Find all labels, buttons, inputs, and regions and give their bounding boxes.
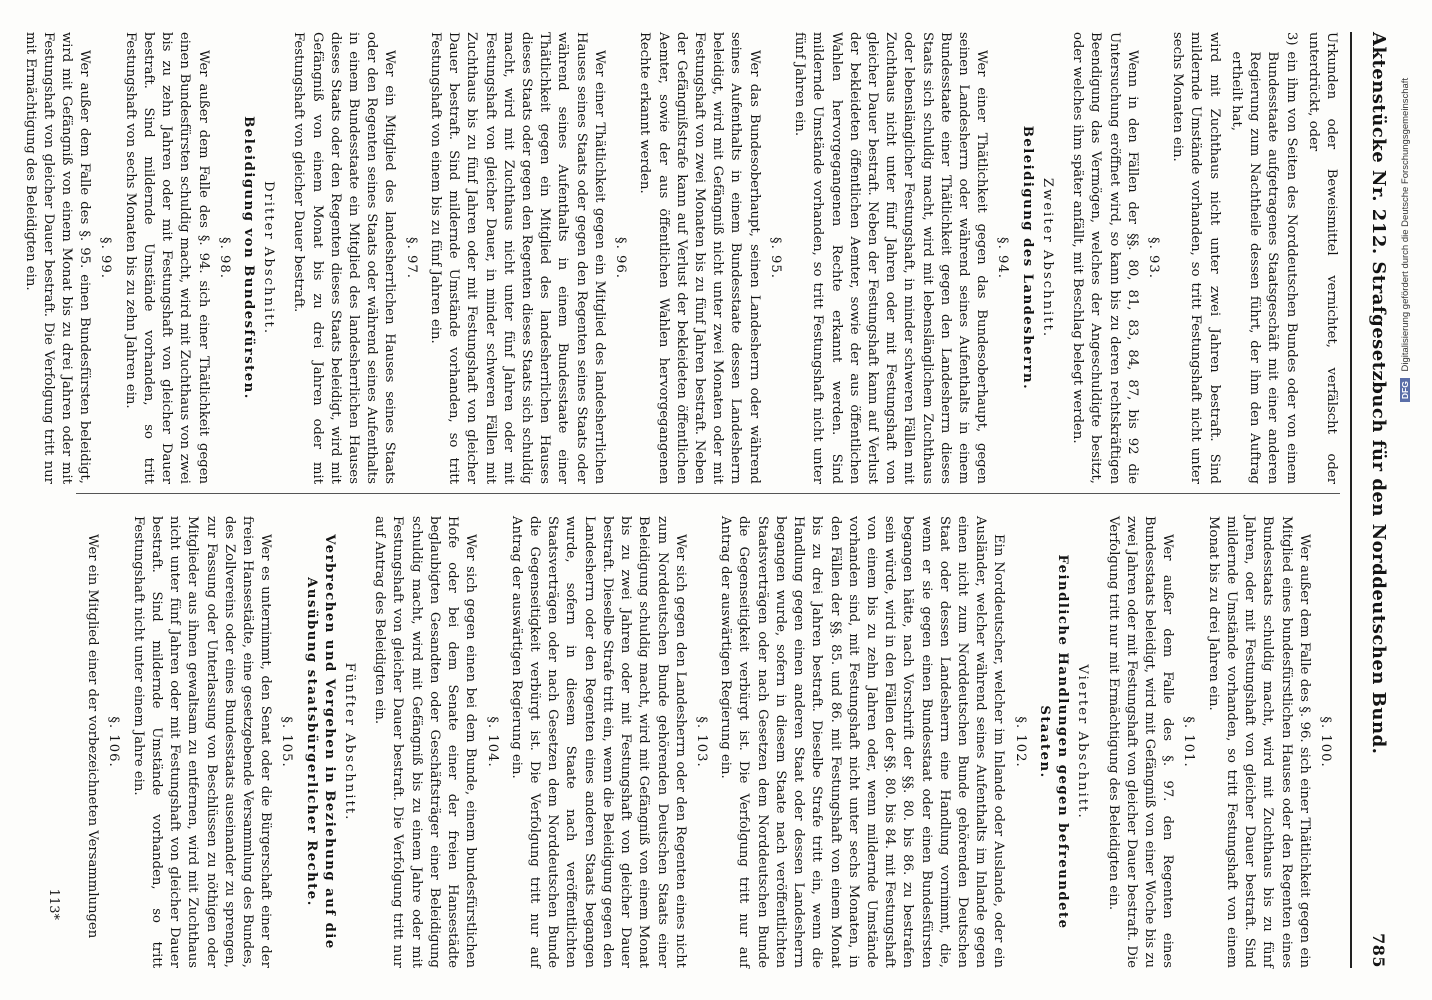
rotated-statute-page <box>22 20 1396 980</box>
signature-mark: 113* <box>45 888 61 920</box>
page-number: 785 <box>1369 933 1388 968</box>
chapter-title: Beleidigung von Bundesfürsten. <box>240 116 256 400</box>
right-column <box>76 516 1340 968</box>
paragraph: Wer sich gegen den Landesherrn oder den Regenten eines nicht zum Norddeutschen Bunde gehörenden Deutschen Staats einer Beleidigung schuldig macht, wird mit Gefängniß von einem Monat bis zu zwei Jahren oder mit Festungshaft von gleicher Dauer bestraft. Dieselbe Strafe tritt ein, wenn die Beleidigung gegen den Landesherrn oder den Regenten eines anderen Staats begangen wurde, sofern in diesem Staate nach veröffentlichten Staatsverträgen oder nach Gesetzen dem Norddeutschen Bunde die Gegenseitigkeit verbürgt ist. Die Verfolgung tritt nur auf Antrag der auswärtigen Regierung ein. <box>508 516 688 968</box>
list-number: 3) <box>1283 32 1299 46</box>
chapter-heading: Zweiter Abschnitt. <box>1039 177 1055 339</box>
column-divider <box>76 493 1340 494</box>
paragraph: Urkunden oder Beweismittel vernichtet, verfälscht oder unterdrückt, oder <box>1305 32 1339 484</box>
chapter-title: Feindliche Handlungen gegen befreundete Staaten. <box>1036 554 1071 930</box>
paragraph: Wer ein Mitglied einer der vorbezeichneten Versammlungen <box>85 534 101 939</box>
section-number: §. 100. <box>1318 716 1333 768</box>
section-number: §. 97. <box>403 237 419 279</box>
credit-text: Digitalisierung gefördert durch die Deutsche Forschungsgemeinschaft <box>1400 77 1411 372</box>
chapter-title: Verbrechen und Vergehen in Beziehung auf die Ausübung staatsbürgerlicher Rechte. <box>303 534 337 950</box>
section-number: §. 99. <box>98 237 114 279</box>
paragraph: Wer einer Thätlichkeit gegen ein Mitglied des landesherrlichen Hauses seines Staats oder gegen den Regenten seines Staats oder während seines Aufenthalts in einem Bundesstaate einer Thätlichkeit gegen ein Mitglied des landesherrlichen Hauses dieses Staats oder gegen den Regenten dieses Staats sich schuldig macht, wird mit Zuchthaus nicht unter fünf Jahren oder mit Festungshaft von gleicher Dauer, in minder schweren Fällen mit Zuchthaus bis zu fünf Jahren oder mit Festungshaft von gleicher Dauer bestraft. Sind mildernde Umstände vorhanden, so tritt Festungshaft von einem bis zu fünf Jahren ein. <box>427 32 607 484</box>
section-number: §. 96. <box>613 237 629 279</box>
section-number: §. 98. <box>216 237 232 279</box>
paragraph: Wer außer dem Falle des §. 94. sich einer Thätlichkeit gegen einen Bundesfürsten schuldig macht, wird mit Zuchthaus von zwei bis zu zehn Jahren oder mit Festungshaft von gleicher Dauer bestraft. Sind mildernde Umstände vorhanden, so tritt Festungshaft von sechs Monaten bis zu zehn Jahren ein. <box>122 32 211 484</box>
section-number: §. 93. <box>1146 237 1162 279</box>
section-number: §. 106. <box>106 716 122 768</box>
chapter-heading: Vierter Abschnitt. <box>1075 664 1091 820</box>
paragraph: Ein Norddeutscher, welcher im Inlande oder Auslande, oder ein Ausländer, welcher während seines Aufenthalts im Inlande gegen einen nicht zum Norddeutschen Bunde gehörenden Deutschen Staat oder dessen Landesherrn eine Handlung vornimmt, die, wenn er sie gegen einen Bundesstaat oder einen Bundesfürsten begangen hätte, nach Vorschrift der §§. 80. bis 86. zu bestrafen sein würde, wird in den Fällen der §§. 80. bis 84. mit Festungshaft von einem bis zu zehn Jahren oder, wenn mildernde Umstände vorhanden sind, mit Festungshaft nicht unter sechs Monaten, in den Fällen der §§. 85. und 86. mit Festungshaft von einem Monat bis zu drei Jahren bestraft. Dieselbe Strafe tritt ein, wenn die Handlung gegen einen anderen Staat oder dessen Landesherrn begangen wurde, sofern in diesem Staate nach veröffentlichten Staatsverträgen oder nach Gesetzen dem Norddeutschen Bunde die Gegenseitigkeit verbürgt ist. Die Verfolgung tritt nur auf Antrag der auswärtigen Regierung ein. <box>718 516 1007 968</box>
paragraph: Wer außer dem Falle des §. 97. den Regenten eines Bundesstaats beleidigt, wird mit Gefängniß von einer Woche bis zu zwei Jahren oder mit Festungshaft von gleicher Dauer bestraft. Die Verfolgung tritt nur mit Ermächtigung des Beleidigten ein. <box>1105 516 1176 968</box>
paragraph: Wenn in den Fällen der §§. 80, 81, 83, 84, 87, bis 92 die Untersuchung eröffnet wird, so kann bis zu deren rechtskräftigen Beendigung das Vermögen, welches der Angeschuldigte besitzt, oder welches ihm später anfällt, mit Beschlag belegt werden. <box>1070 32 1140 484</box>
header-rule <box>1350 32 1352 968</box>
chapter-heading: Dritter Abschnitt. <box>261 180 277 336</box>
list-item <box>1227 32 1300 484</box>
paragraph: Wer einer Thätlichkeit gegen das Bundesoberhaupt, gegen seinen Landesherrn oder während seines Aufenthalts in einem Bundesstaate einer Thätlichkeit gegen den Landesherrn dieses Staats sich schuldig macht, wird mit lebenslänglichem Zuchthaus oder lebenslänglicher Festungshaft, in minder schweren Fällen mit Zuchthaus nicht unter fünf Jahren oder mit Festungshaft von gleicher Dauer bestraft. Neben der Festungshaft kann auf Verlust der bekleideten öffentlichen Aemter, sowie der aus öffentlichen Wahlen hervorgegangenen Rechte erkannt werden. Sind mildernde Umstände vorhanden, so tritt Festungshaft nicht unter fünf Jahren ein. <box>792 32 990 484</box>
paragraph: Wer sich gegen einen bei dem Bunde, einem bundesfürstlichen Hofe oder bei dem Senate einer der freien Hansestädte beglaubigten Gesandten oder Geschäftsträger einer Beleidigung schuldig macht, wird mit Gefängniß bis zu einem Jahre oder mit Festungshaft von gleicher Dauer bestraft. Die Verfolgung tritt nur auf Antrag des Beleidigten ein. <box>372 516 479 968</box>
paragraph: Wer außer dem Falle des §. 95. einen Bundesfürsten beleidigt, wird mit Gefängniß von einem Monat bis zu drei Jahren oder mit Festungshaft von gleicher Dauer bestraft. Die Verfolgung tritt nur mit Ermächtigung des Beleidigten ein. <box>22 32 93 484</box>
digitization-credit <box>1400 0 1414 610</box>
dfg-logo-badge: DFG <box>1400 378 1410 402</box>
paragraph: Wer das Bundesoberhaupt, seinen Landesherrn oder während seines Aufenthalts in einem Bundesstaate dessen Landesherrn beleidigt, wird mit Gefängniß nicht unter zwei Monaten oder mit Festungshaft von zwei Monaten bis zu fünf Jahren bestraft. Neben der Gefängnißstrafe kann auf Verlust der bekleideten öffentlichen Aemter, sowie der aus öffentlichen Wahlen hervorgegangenen Rechte erkannt werden. <box>637 32 762 484</box>
section-number: §. 102. <box>1012 716 1028 768</box>
section-number: §. 101. <box>1181 716 1197 768</box>
left-column <box>22 32 1340 484</box>
section-number: §. 95. <box>767 237 783 279</box>
chapter-heading: Fünfter Abschnitt. <box>342 662 358 822</box>
section-number: §. 94. <box>995 237 1011 279</box>
chapter-title: Beleidigung des Landesherrn. <box>1019 125 1035 391</box>
section-number: §. 105. <box>279 716 295 768</box>
paragraph: Wer ein Mitglied des landesherrlichen Hauses seines Staats oder den Regenten seines Staats oder während seines Aufenthalts in einem Bundesstaate ein Mitglied des landesherrlichen Hauses dieses Staats oder den Regenten dieses Staats beleidigt, wird mit Gefängniß von einem Monat bis zu drei Jahren oder mit Festungshaft von gleicher Dauer bestraft. <box>291 32 398 484</box>
header-title: Aktenstücke Nr. 212. Strafgesetzbuch für den Norddeutschen Bund. <box>1368 32 1389 755</box>
paragraph: wird mit Zuchthaus nicht unter zwei Jahren bestraft. Sind mildernde Umstände vorhanden, so tritt Festungshaft nicht unter sechs Monaten ein. <box>1170 32 1222 484</box>
list-text: ein ihm von Seiten des Norddeutschen Bundes oder von einem Bundesstaate aufgetragenes Staatsgeschäft mit einer anderen Regierung zum Nachtheile dessen führt, der ihm den Auftrag ertheilt hat, <box>1228 51 1299 484</box>
paragraph: Wer es unternimmt, den Senat oder die Bürgerschaft einer der freien Hansestädte, eine gesetzgebende Versammlung des Bundes, des Zollvereins oder eines Bundesstaats auseinander zu sprengen, zur Fassung oder Unterlassung von Beschlüssen zu nöthigen oder Mitglieder aus ihnen gewaltsam zu entfernen, wird mit Zuchthaus nicht unter fünf Jahren oder mit Festungshaft von gleicher Dauer bestraft. Sind mildernde Umstände vorhanden, so tritt Festungshaft nicht unter einem Jahre ein. <box>130 516 274 968</box>
running-header <box>1356 32 1390 968</box>
paragraph: Wer außer dem Falle des §. 96. sich einer Thätlichkeit gegen ein Mitglied eines bundesfürstlichen Hauses oder den Regenten eines Bundesstaats schuldig macht, wird mit Zuchthaus bis zu fünf Jahren, oder mit Festungshaft von gleicher Dauer bestraft. Sind mildernde Umstände vorhanden, so tritt Festungshaft von einem Monat bis zu drei Jahren ein. <box>1205 516 1312 968</box>
section-number: §. 103. <box>694 716 709 768</box>
section-number: §. 104. <box>484 716 500 768</box>
